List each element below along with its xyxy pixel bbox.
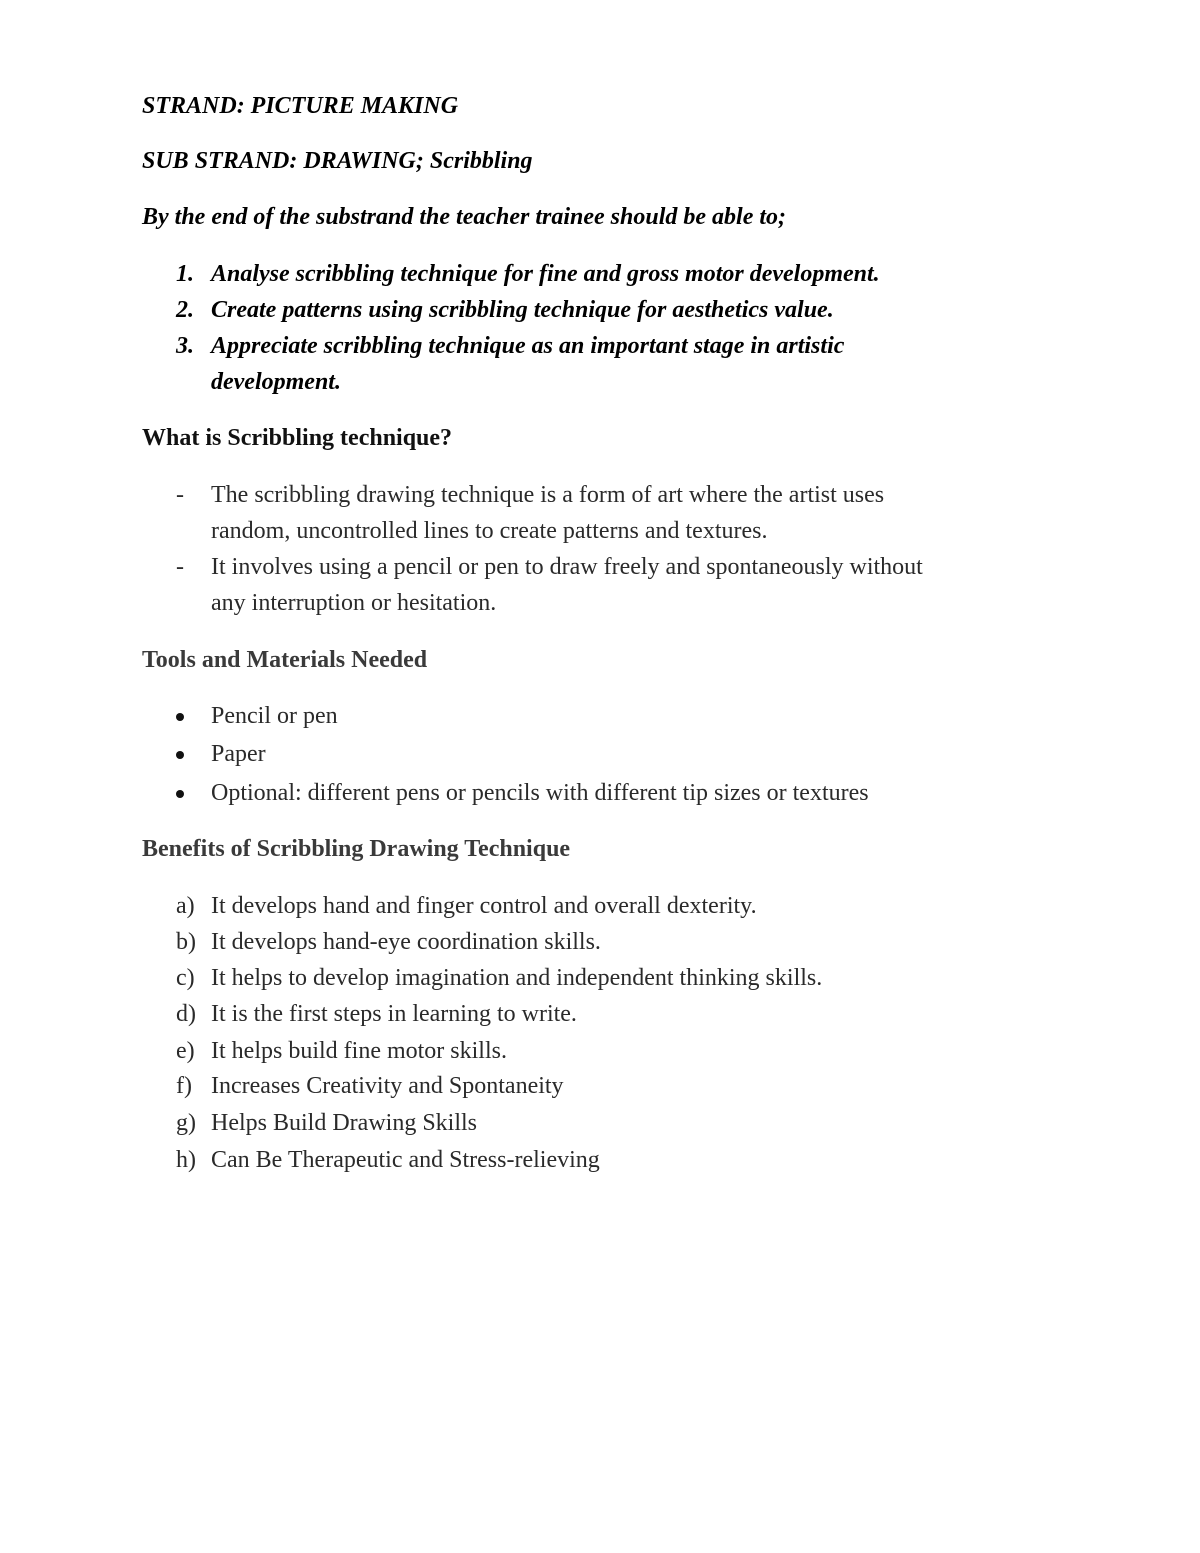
benefit-item: Can Be Therapeutic and Stress-relieving [211,1147,600,1173]
tools-heading: Tools and Materials Needed [142,647,428,673]
bullet-icon [176,713,184,721]
benefit-item: It is the first steps in learning to write. [211,1001,577,1027]
benefit-item: It helps to develop imagination and independent thinking skills. [211,965,823,991]
benefit-marker: g) [176,1110,196,1136]
definition-item-continuation: random, uncontrolled lines to create patterns and textures. [211,518,768,544]
benefit-marker: b) [176,929,196,955]
benefits-heading: Benefits of Scribbling Drawing Technique [142,836,571,862]
benefit-marker: c) [176,965,195,991]
benefit-item: It develops hand and finger control and overall dexterity. [211,893,757,919]
dash-marker: - [176,554,184,580]
bullet-icon [176,790,184,798]
benefit-marker: h) [176,1147,196,1173]
dash-marker: - [176,482,184,508]
what-is-heading: What is Scribbling technique? [142,425,453,451]
objective-item: Analyse scribbling technique for fine and gross motor development. [211,261,880,287]
benefit-item: It develops hand-eye coordination skills. [211,929,601,955]
benefit-item: Helps Build Drawing Skills [211,1110,478,1136]
tools-item: Pencil or pen [211,703,338,729]
objectives-intro: By the end of the substrand the teacher trainee should be able to; [142,204,787,230]
benefit-marker: d) [176,1001,196,1027]
objective-marker: 1. [176,261,194,287]
sub-strand-title: SUB STRAND: DRAWING; Scribbling [142,148,533,174]
tools-item: Optional: different pens or pencils with different tip sizes or textures [211,780,869,806]
objective-item: Create patterns using scribbling technique for aesthetics value. [211,297,834,323]
definition-item: The scribbling drawing technique is a form of art where the artist uses [211,482,885,508]
definition-item: It involves using a pencil or pen to draw freely and spontaneously without [211,554,923,580]
strand-title: STRAND: PICTURE MAKING [142,93,459,119]
benefit-item: Increases Creativity and Spontaneity [211,1073,564,1099]
objective-marker: 2. [176,297,194,323]
definition-item-continuation: any interruption or hesitation. [211,590,497,616]
objective-item-continuation: development. [211,369,341,395]
benefit-marker: a) [176,893,195,919]
benefit-marker: f) [176,1073,192,1099]
objective-marker: 3. [176,333,194,359]
tools-item: Paper [211,741,266,767]
benefit-item: It helps build fine motor skills. [211,1038,507,1064]
benefit-marker: e) [176,1038,195,1064]
objective-item: Appreciate scribbling technique as an important stage in artistic [211,333,845,359]
bullet-icon [176,751,184,759]
